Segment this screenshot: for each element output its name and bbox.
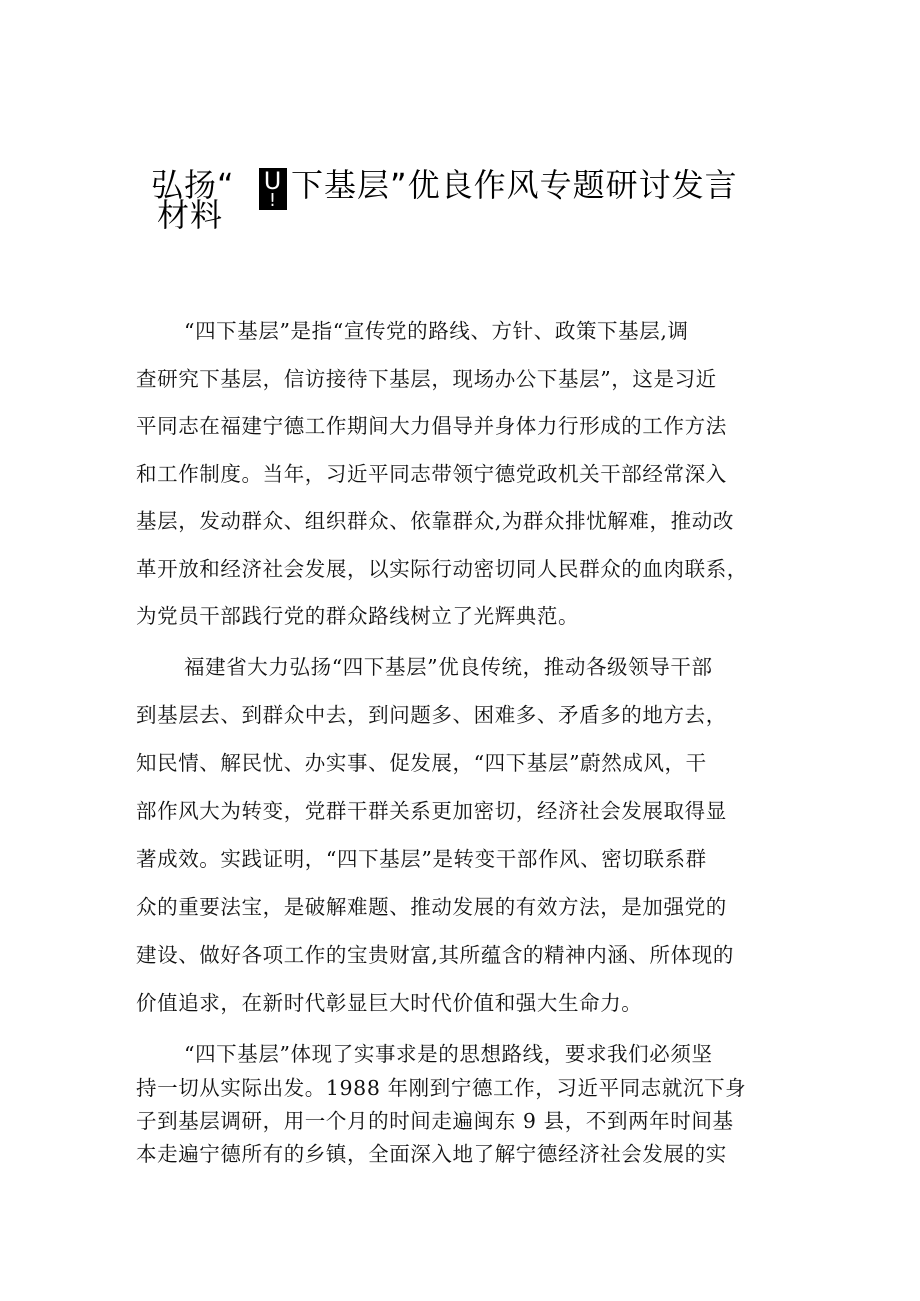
title-suffix: 下基层”优良作风专题研讨发言 [291,166,738,204]
paragraph-line: 众的重要法宝，是破解难题、推动发展的有效方法，是加强党的 [136,895,727,919]
paragraph-line: 部作风大为转变，党群干群关系更加密切，经济社会发展取得显 [136,799,727,823]
paragraph-line: 本走遍宁德所有的乡镇，全面深入地了解宁德经济社会发展的实 [136,1142,727,1166]
paragraph-line: “四下基层”是指“宣传党的路线、方针、政策下基层,调 [184,319,689,343]
paragraph-line: “四下基层”体现了实事求是的思想路线，要求我们必须坚 [184,1042,713,1066]
glitch-char-bottom: ! [268,190,278,211]
paragraph-line: 为党员干部践行党的群众路线树立了光辉典范。 [136,604,580,628]
title-line-2: 材料 [157,196,224,234]
paragraph-line: 持一切从实际出发。1988 年刚到宁德工作，习近平同志就沉下身 [136,1076,747,1100]
paragraph-line: 价值追求，在新时代彰显巨大时代价值和强大生命力。 [136,991,643,1015]
paragraph-line: 建设、做好各项工作的宝贵财富,其所蕴含的精神内涵、所体现的 [136,943,734,967]
paragraph-line: 福建省大力弘扬“四下基层”优良传统，推动各级领导干部 [184,655,713,679]
title-prefix: 弘扬“ [151,166,235,204]
paragraph-line: 知民情、解民忧、办实事、促发展，“四下基层”蔚然成风，干 [136,751,707,775]
paragraph-line: 查研究下基层，信访接待下基层，现场办公下基层”，这是习近 [136,367,717,391]
glitch-character-box [259,168,287,210]
paragraph-line: 子到基层调研，用一个月的时间走遍闽东 9 县，不到两年时间基 [136,1109,734,1133]
paragraph-line: 平同志在福建宁德工作期间大力倡导并身体力行形成的工作方法 [136,414,727,438]
glitch-char-top: U [263,167,283,195]
paragraph-line: 革开放和经济社会发展，以实际行动密切同人民群众的血肉联系， [136,557,748,581]
paragraph-line: 到基层去、到群众中去，到问题多、困难多、矛盾多的地方去， [136,703,727,727]
paragraph-line: 基层，发动群众、组织群众、依靠群众,为群众排忧解难，推动改 [136,509,734,533]
paragraph-line: 和工作制度。当年，习近平同志带领宁德党政机关干部经常深入 [136,462,727,486]
paragraph-line: 著成效。实践证明，“四下基层”是转变干部作风、密切联系群 [136,847,707,871]
